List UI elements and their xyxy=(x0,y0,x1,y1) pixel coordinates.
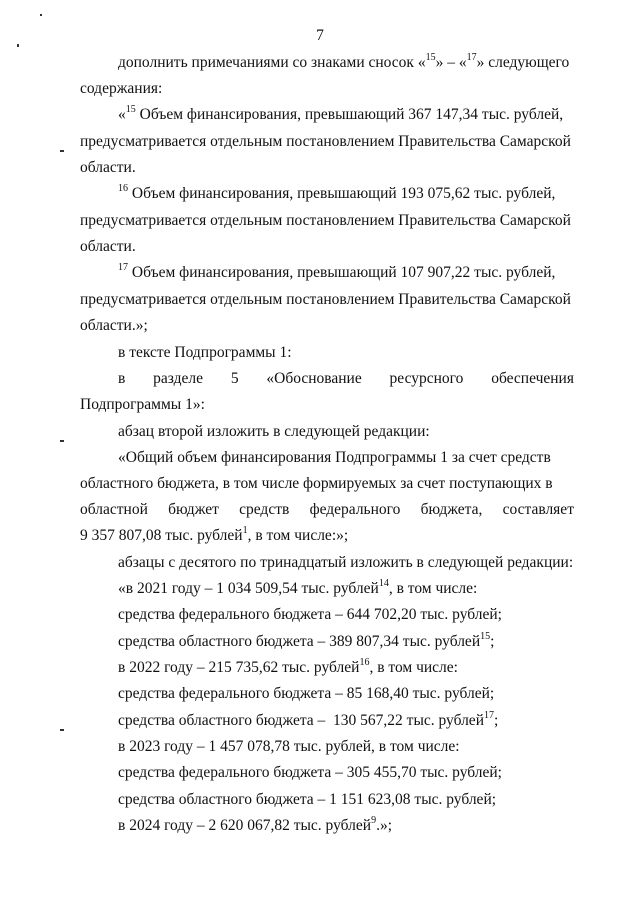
text-line: абзацы с десятого по тринадцатый изложить в следующей редакции: xyxy=(118,554,574,571)
word: в xyxy=(118,370,126,387)
word: обеспечения xyxy=(491,370,574,387)
footnote-ref: 15 xyxy=(480,630,491,642)
word: ресурсного xyxy=(389,370,464,387)
text-line: в 2023 году – 1 457 078,78 тыс. рублей, в том числе: xyxy=(118,738,460,755)
text-line: средства областного бюджета – 1 151 623,08 тыс. рублей; xyxy=(118,791,497,808)
footnote-ref: 15 xyxy=(425,51,436,63)
text-line: 9 357 807,08 тыс. рублей$^1$, в том числе:»; xyxy=(80,524,349,544)
text-line: Подпрограммы 1»: xyxy=(80,396,205,413)
text-line: области. xyxy=(80,159,136,176)
footnote-ref: 17 xyxy=(118,261,128,273)
text-line: «$^{15}$ Объем финансирования, превышающий 367 147,34 тыс. рублей, xyxy=(118,103,564,123)
footnote-ref: 15 xyxy=(125,103,136,115)
footnote-ref: 17 xyxy=(466,51,477,63)
text-line: предусматривается отдельным постановлением Правительства Самарской xyxy=(80,212,571,229)
punch-mark xyxy=(60,150,64,152)
text-line: $^{16}$ Объем финансирования, превышающий 193 075,62 тыс. рублей, xyxy=(118,182,556,202)
word: 5 xyxy=(230,370,239,387)
scan-speck xyxy=(40,14,42,16)
text-line: «Общий объем финансирования Подпрограммы 1 за счет средств xyxy=(118,449,551,466)
word: разделе xyxy=(153,370,203,387)
text-line: средства федерального бюджета – 305 455,70 тыс. рублей; xyxy=(118,764,502,781)
punch-mark xyxy=(60,729,64,731)
text-line: средства областного бюджета – 389 807,34 тыс. рублей$^{15}$; xyxy=(118,630,495,650)
footnote-ref: 17 xyxy=(483,709,494,721)
text-line: средства федерального бюджета – 85 168,40 тыс. рублей; xyxy=(118,685,495,702)
word: «Обоснование xyxy=(266,370,362,387)
text-line: областного бюджета, в том числе формируемых за счет поступающих в xyxy=(80,475,553,492)
word: составляет xyxy=(502,501,574,518)
word: средств xyxy=(239,501,290,518)
text-line: предусматривается отдельным постановлением Правительства Самарской xyxy=(80,133,571,150)
text-line: абзац второй изложить в следующей редакции: xyxy=(118,423,430,440)
text-line: области.»; xyxy=(80,317,148,334)
word: федерального xyxy=(309,501,401,518)
footnote-ref: 16 xyxy=(118,182,128,194)
punch-mark xyxy=(60,440,64,442)
word: бюджета, xyxy=(420,501,483,518)
page-number: 7 xyxy=(316,27,324,44)
text-line-justified xyxy=(80,500,574,520)
text-line: области. xyxy=(80,238,136,255)
text-line: в 2022 году – 215 735,62 тыс. рублей$^{16}$, в том числе: xyxy=(118,656,458,676)
text-line-justified xyxy=(118,369,574,389)
footnote-ref: 14 xyxy=(378,577,389,589)
text-line: предусматривается отдельным постановлением Правительства Самарской xyxy=(80,291,571,308)
text-line: в тексте Подпрограммы 1: xyxy=(118,344,292,361)
footnote-ref: 9 xyxy=(371,814,377,826)
text-line: «в 2021 году – 1 034 509,54 тыс. рублей$^{14}$, в том числе: xyxy=(118,577,478,597)
text-line: содержания: xyxy=(80,80,163,97)
word: бюджет xyxy=(168,501,219,518)
text-line: средства областного бюджета – 130 567,22 тыс. рублей$^{17}$; xyxy=(118,709,499,729)
text-line: в 2024 году – 2 620 067,82 тыс. рублей$^9$.»; xyxy=(118,814,392,834)
footnote-ref: 1 xyxy=(242,524,248,536)
text-line: дополнить примечаниями со знаками сносок «$^{15}$» – «$^{17}$» следующего xyxy=(118,51,570,71)
footnote-ref: 16 xyxy=(359,656,370,668)
word: областной xyxy=(80,501,148,518)
text-line: средства федерального бюджета – 644 702,20 тыс. рублей; xyxy=(118,606,502,623)
text-line: $^{17}$ Объем финансирования, превышающий 107 907,22 тыс. рублей, xyxy=(118,261,556,281)
